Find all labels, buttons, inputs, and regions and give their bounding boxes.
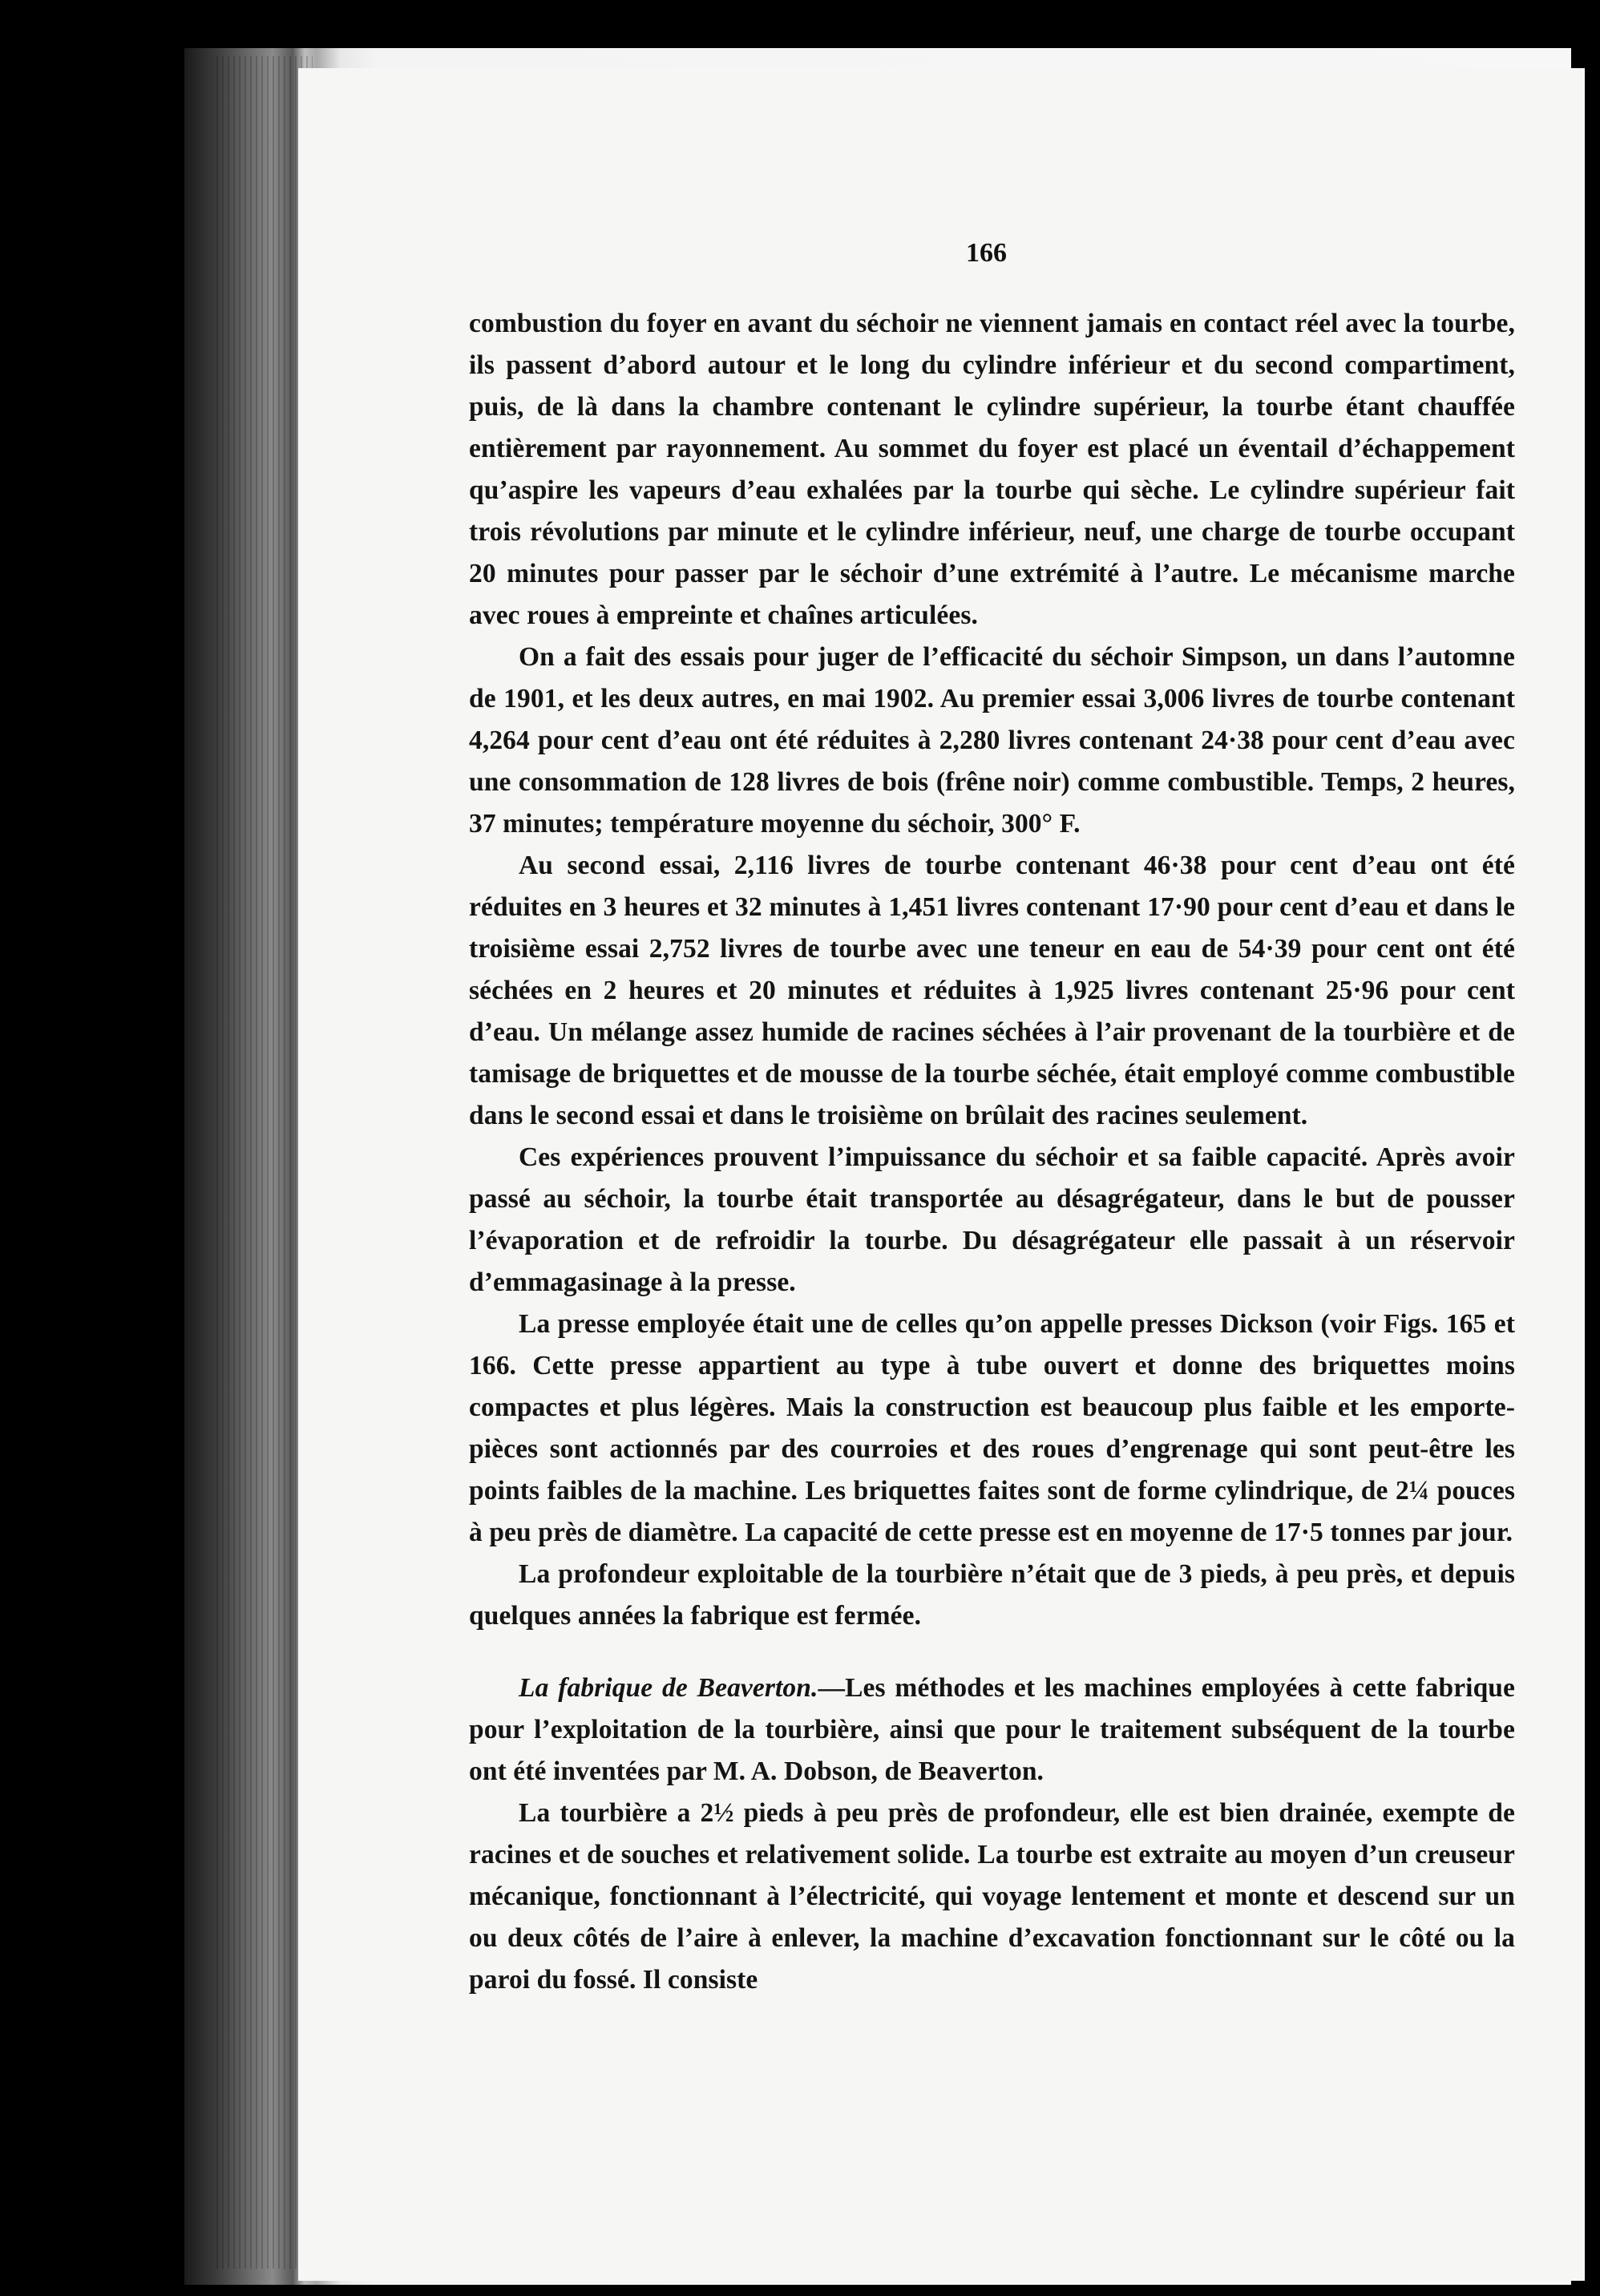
section-paragraph xyxy=(469,1667,1515,1793)
section-paragraph-2: La tourbière a 2½ pieds à peu près de profondeur, elle est bien drainée, exempte de racines et de souches et relativement solide. La tourbe est extraite au moyen d’un creuseur mécanique, fonctionnant à l’électricité, qui voyage lentement et monte et descend sur un ou deux côtés de l’aire à enlever, la machine d’excavation fonctionnant sur le côté ou la paroi du fossé. Il consiste xyxy=(469,1798,1515,1995)
body-text xyxy=(469,303,1515,2001)
section-intro: —Les méthodes et les machines employées à cette fabrique pour l’exploitation de la tourbière, ainsi que pour le traitement subséquent de la tourbe ont été inventées par M. A. Dobson, de Beaverton. xyxy=(469,1673,1515,1786)
page-number: 166 xyxy=(966,238,1007,268)
paragraph-3: Au second essai, 2,116 livres de tourbe contenant 46·38 pour cent d’eau ont été réduites en 3 heures et 32 minutes à 1,451 livres contenant 17·90 pour cent d’eau et dans le troisième essai 2,752 livres de tourbe avec une teneur en eau de 54·39 pour cent ont été séchées en 2 heures et 20 minutes et réduites à 1,925 livres contenant 25·96 pour cent d’eau. Un mélange assez humide de racines séchées à l’air provenant de la tourbière et de tamisage de briquettes et de mousse de la tourbe séchée, était employé comme combustible dans le second essai et dans le troisième on brûlait des racines seulement. xyxy=(469,851,1515,1130)
paragraph-1: combustion du foyer en avant du séchoir ne viennent jamais en contact réel avec la tourbe, ils passent d’abord autour et le long du cylindre inférieur et du second compartiment, puis, de là dans la chambre contenant le cylindre supérieur, la tourbe étant chauffée entièrement par rayonnement. Au sommet du foyer est placé un éventail d’échappement qu’aspire les vapeurs d’eau exhalées par la tourbe qui sèche. Le cylindre supérieur fait trois révolutions par minute et le cylindre inférieur, neuf, une charge de tourbe occupant 20 minutes pour passer par le séchoir d’une extrémité à l’autre. Le mécanisme marche avec roues à empreinte et chaînes articulées. xyxy=(469,309,1515,630)
paragraph-4: Ces expériences prouvent l’impuissance du séchoir et sa faible capacité. Après avoir passé au séchoir, la tourbe était transportée au désagrégateur, dans le but de pousser l’évaporation et de refroidir la tourbe. Du désagrégateur elle passait à un réservoir d’emmagasinage à la presse. xyxy=(469,1142,1515,1297)
paragraph-5: La presse employée était une de celles qu’on appelle presses Dickson (voir Figs. 165 et 166. Cette presse appartient au type à tube ouvert et donne des briquettes moins compactes et plus légères. Mais la construction est beaucoup plus faible et les emporte-pièces sont actionnés par des courroies et des roues d’engrenage qui sont peut-être les points faibles de la machine. Les briquettes faites sont de forme cylindrique, de 2¼ pouces à peu près de diamètre. La capacité de cette presse est en moyenne de 17·5 tonnes par jour. xyxy=(469,1309,1515,1547)
paragraph-2: On a fait des essais pour juger de l’efficacité du séchoir Simpson, un dans l’automne de 1901, et les deux autres, en mai 1902. Au premier essai 3,006 livres de tourbe contenant 4,264 pour cent d’eau ont été réduites à 2,280 livres contenant 24·38 pour cent d’eau avec une consommation de 128 livres de bois (frêne noir) comme combustible. Temps, 2 heures, 37 minutes; température moyenne du séchoir, 300° F. xyxy=(469,642,1515,839)
section-title: La fabrique de Beaverton. xyxy=(519,1673,818,1703)
paragraph-6: La profondeur exploitable de la tourbière n’était que de 3 pieds, à peu près, et depuis quelques années la fabrique est fermée. xyxy=(469,1559,1515,1631)
